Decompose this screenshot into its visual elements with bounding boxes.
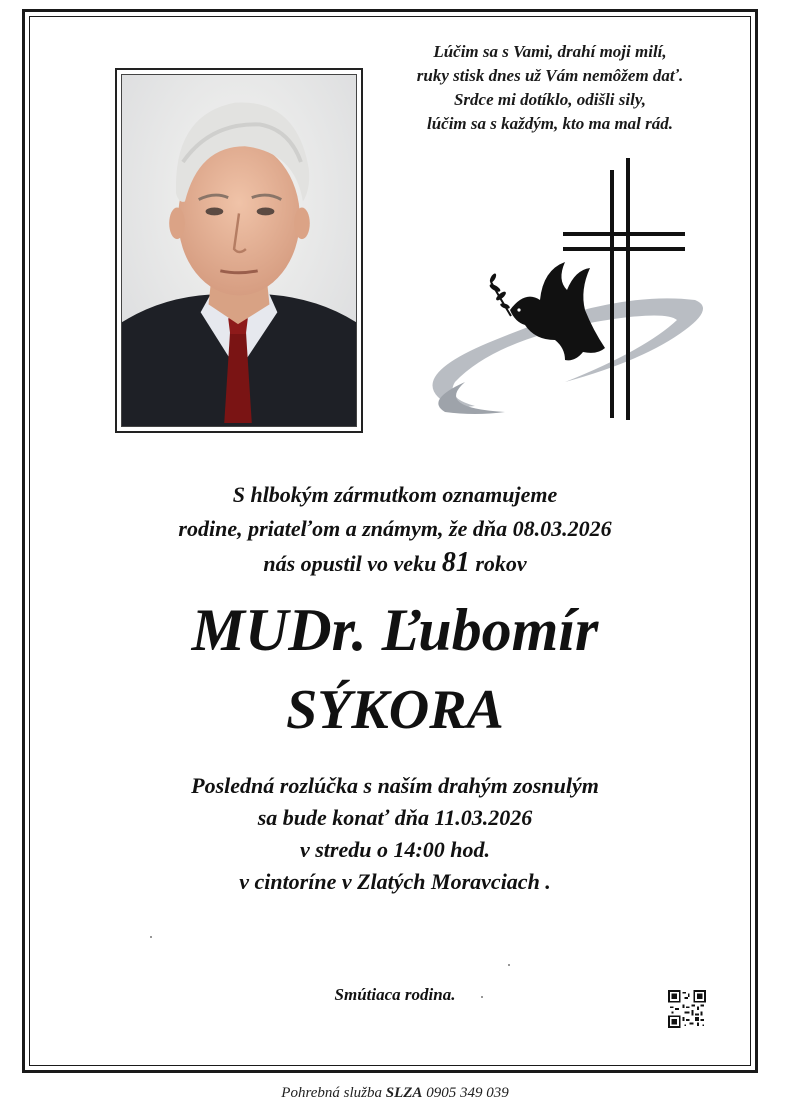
farewell-poem (380, 40, 720, 136)
poem-line: ruky stisk dnes už Vám nemôžem dať. (416, 66, 684, 85)
family-signature: Smútiaca rodina. (334, 985, 456, 1004)
ceremony-line: Posledná rozlúčka s naším drahým zosnulým (191, 773, 599, 798)
memorial-emblem (415, 150, 715, 430)
poem-line: Srdce mi dotíklo, odišli sily, (453, 90, 647, 109)
poem-line: lúčim sa s každým, kto ma mal rád. (426, 114, 674, 133)
announcement-line (60, 546, 730, 581)
deceased-title-and-first-name: MUDr. Ľubomír (191, 597, 599, 663)
ceremony-time: v stredu o 14:00 hod. (299, 837, 491, 862)
age-suffix: rokov (469, 551, 527, 576)
footer-brand: SLZA (385, 1085, 423, 1101)
portrait-frame (115, 68, 363, 433)
poem-line: Lúčim sa s Vami, drahí moji milí, (433, 42, 667, 61)
funeral-service-footer (0, 1082, 790, 1104)
portrait-photo (121, 74, 357, 427)
announcement-line: S hlbokým zármutkom oznamujeme (232, 482, 558, 507)
qr-code-icon (668, 990, 706, 1028)
announcement-line: rodine, priateľom a známym, že dňa 08.03.2026 (178, 516, 612, 541)
footer-label: Pohrebná služba (281, 1085, 382, 1101)
age-prefix: nás opustil vo veku (263, 551, 442, 576)
ceremony-place: v cintoríne v Zlatých Moravciach . (239, 869, 551, 894)
age-value: 81 (441, 547, 470, 578)
deceased-surname: SÝKORA (286, 679, 504, 741)
olive-branch-icon (489, 273, 511, 316)
ceremony-date: sa bude konať dňa 11.03.2026 (257, 805, 533, 830)
footer-phone: 0905 349 039 (426, 1085, 509, 1101)
funeral-details (60, 770, 730, 898)
death-announcement (60, 478, 730, 581)
